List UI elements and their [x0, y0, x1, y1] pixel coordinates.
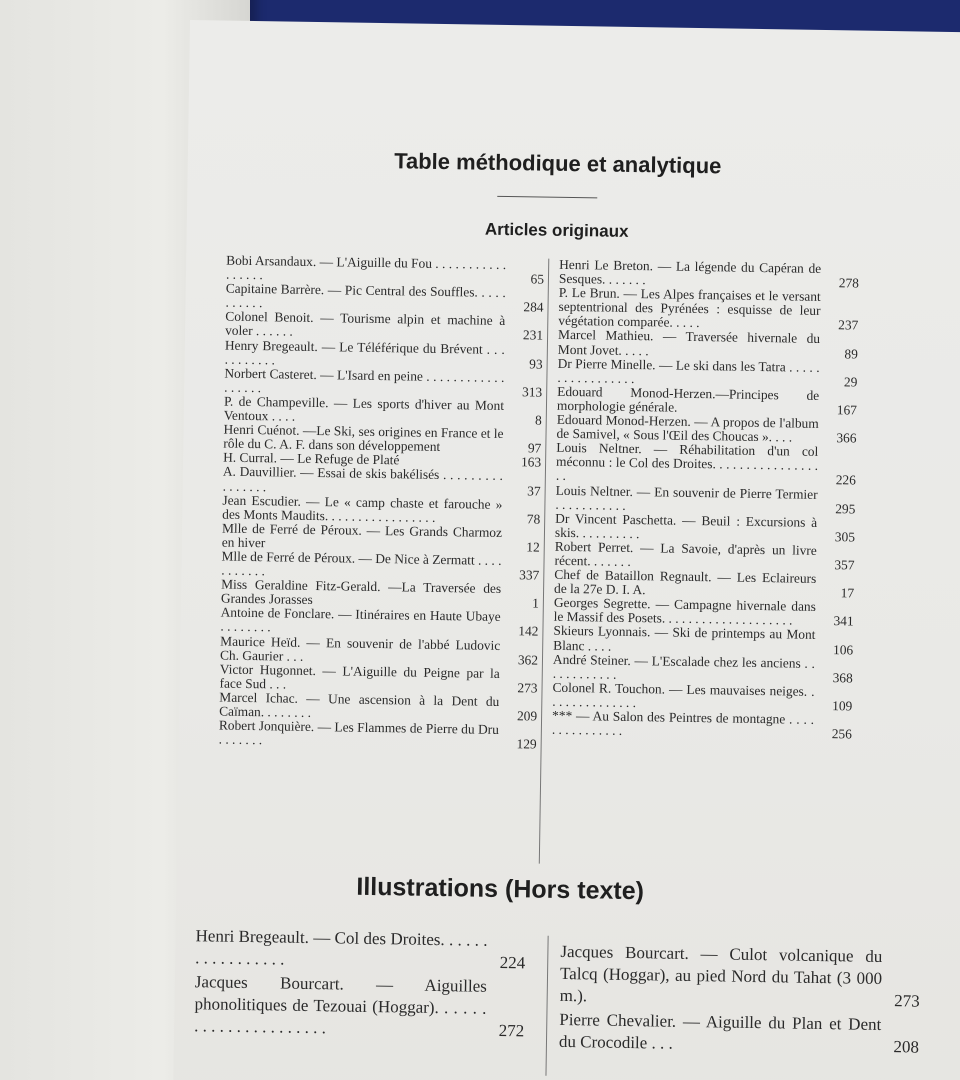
- entry-page-number: 226: [835, 472, 856, 488]
- entry-text: Jacques Bourcart. — Aiguilles phonolitiques de Tezouai (Hoggar). . . . . . . . . . . . . . . . . . . . . .: [194, 972, 488, 1038]
- toc-entry: [556, 441, 857, 488]
- entry-text: Colonel Benoit. — Tourisme alpin et machine à voler . . . . . .: [225, 308, 506, 340]
- entry-page-number: 341: [833, 613, 854, 629]
- entry-page-number: 256: [831, 726, 852, 742]
- toc-entry: [559, 1009, 920, 1059]
- entry-text: Maurice Heïd. — En souvenir de l'abbé Ludovic Ch. Gaurier . . .: [219, 633, 501, 664]
- entry-text: Chef de Bataillon Regnault. — Les Eclaireurs de la 27e D. I. A.: [553, 566, 817, 598]
- entry-page-number: 167: [836, 402, 858, 418]
- entry-page-number: 1: [532, 595, 539, 611]
- entry-text: Dr Pierre Minelle. — Le ski dans les Tatra . . . . . . . . . . . . . . . . .: [557, 355, 820, 386]
- entry-text: Marcel Ichac. — Une ascension à la Dent du Caïman. . . . . . . .: [219, 689, 500, 720]
- entry-page-number: 129: [516, 736, 537, 752]
- entry-text: A. Dauvillier. — Essai de skis bakélisés . . . . . . . . . . . . . . . .: [222, 463, 503, 494]
- illustrations-left-column: [194, 925, 526, 1044]
- illustrations-divider: [545, 936, 548, 1076]
- entry-page-number: 163: [520, 454, 542, 470]
- entry-page-number: 284: [523, 299, 544, 315]
- entry-text: Colonel R. Touchon. — Les mauvaises neiges. . . . . . . . . . . . . . .: [552, 679, 815, 710]
- entry-page-number: 231: [522, 327, 544, 344]
- toc-entry: [219, 719, 537, 752]
- entry-page-number: 366: [836, 430, 857, 446]
- illustrations-heading: Illustrations (Hors texte): [356, 872, 645, 906]
- entry-page-number: 78: [526, 511, 541, 527]
- entry-text: Henri Bregeault. — Col des Droites. . . . . . . . . . . . . . . . .: [195, 926, 488, 969]
- entry-page-number: 109: [832, 698, 853, 714]
- entry-text: *** — Au Salon des Peintres de montagne . . . . . . . . . . . . . . .: [551, 707, 815, 738]
- entry-page-number: 37: [527, 482, 541, 499]
- entry-page-number: 17: [840, 585, 855, 601]
- entry-text: Henry Bregeault. — Le Téléférique du Brévent . . . . . . . . . . .: [224, 337, 505, 368]
- entry-text: Henri Cuénot. —Le Ski, ses origines en France et le rôle du C. A. F. dans son développement: [223, 421, 504, 455]
- toc-entry: [195, 925, 526, 974]
- entry-page-number: 313: [521, 384, 543, 400]
- entry-page-number: 209: [516, 708, 538, 724]
- entry-page-number: 357: [834, 557, 855, 573]
- entry-text: Mlle de Ferré de Péroux. — De Nice à Zermatt . . . . . . . . . . .: [221, 548, 502, 579]
- entry-page-number: 93: [529, 356, 543, 372]
- entry-page-number: 65: [530, 271, 545, 287]
- book-page: [173, 20, 960, 1080]
- title-rule: [497, 196, 597, 199]
- entry-text: Georges Segrette. — Campagne hivernale dans le Massif des Posets. . . . . . . . . . . . . . . . . . . .: [553, 595, 816, 628]
- articles-right-column: [552, 258, 859, 742]
- entry-text: Louis Neltner. — En souvenir de Pierre Termier . . . . . . . . . . .: [555, 482, 818, 513]
- entry-page-number: 272: [498, 1020, 525, 1041]
- illustrations-right-column: [559, 941, 921, 1061]
- entry-page-number: 97: [527, 440, 542, 456]
- entry-text: H. Curral. — Le Refuge de Platé: [223, 449, 400, 468]
- entry-page-number: 12: [526, 539, 540, 555]
- entry-page-number: 237: [838, 317, 859, 333]
- entry-page-number: 8: [534, 412, 542, 428]
- entry-text: Norbert Casteret. — L'Isard en peine . . . . . . . . . . . . . . . . . .: [224, 365, 505, 396]
- toc-entry: [558, 286, 859, 333]
- entry-text: Dr Vincent Paschetta. — Beuil : Excursions à skis. . . . . . . . . .: [554, 510, 818, 541]
- articles-heading: Articles originaux: [484, 219, 629, 241]
- toc-entry: [194, 971, 525, 1042]
- entry-page-number: 142: [518, 623, 539, 639]
- entry-page-number: 368: [832, 669, 853, 686]
- toc-entry: [560, 941, 921, 1013]
- entry-text: Mlle de Ferré de Péroux. — Les Grands Charmoz en hiver: [221, 520, 503, 551]
- entry-text: Robert Jonquière. — Les Flammes de Pierre du Dru . . . . . . .: [218, 717, 500, 748]
- entry-page-number: 273: [517, 680, 538, 696]
- toc-entry: [552, 709, 852, 742]
- entry-page-number: 89: [844, 345, 858, 362]
- entry-text: Antoine de Fonclare. — Itinéraires en Haute Ubaye . . . . . . . .: [220, 604, 501, 635]
- entry-text: P. Le Brun. — Les Alpes françaises et le versant septentrional des Pyrénées : esquisse de leur végétation comparée. . . . .: [558, 285, 821, 331]
- entry-page-number: 362: [517, 651, 539, 668]
- page-title: Table méthodique et analytique: [394, 148, 722, 179]
- entry-page-number: 29: [843, 374, 858, 390]
- entry-text: P. de Champeville. — Les sports d'hiver au Mont Ventoux . . . .: [223, 393, 505, 424]
- entry-text: Capitaine Barrère. — Pic Central des Souffles. . . . . . . . . . .: [225, 280, 506, 311]
- articles-left-column: [219, 254, 545, 752]
- entry-page-number: 224: [499, 952, 526, 973]
- entry-text: Jean Escudier. — Le « camp chaste et farouche » des Monts Maudits. . . . . . . . . . . . . . . . .: [222, 492, 503, 525]
- entry-text: Skieurs Lyonnais. — Ski de printemps au Mont Blanc . . . .: [553, 623, 816, 654]
- entry-text: Louis Neltner. — Réhabilitation d'un col méconnu : le Col des Droites. . . . . . . . . . . . . . . . . .: [555, 440, 819, 484]
- entry-page-number: 337: [519, 567, 540, 583]
- entry-page-number: 106: [832, 641, 854, 658]
- entry-text: Victor Hugonnet. — L'Aiguille du Peigne par la face Sud . . .: [219, 661, 500, 692]
- entry-text: Edouard Monod-Herzen. — A propos de l'album de Samivel, « Sous l'Œil des Choucas ». . . .: [556, 411, 819, 445]
- entry-text: Jacques Bourcart. — Culot volcanique du Talcq (Hoggar), au pied Nord du Tahat (3 000 m.).: [559, 941, 883, 1006]
- entry-page-number: 208: [893, 1037, 920, 1057]
- entry-text: Henri Le Breton. — La légende du Capéran de Sesques. . . . . . .: [558, 256, 822, 288]
- entry-page-number: 305: [834, 528, 856, 545]
- entry-text: Edouard Monod-Herzen.—Principes de morphologie générale.: [556, 383, 820, 415]
- entry-text: Robert Perret. — La Savoie, d'après un livre récent. . . . . . .: [554, 538, 817, 569]
- entry-text: Bobi Arsandaux. — L'Aiguille du Fou . . . . . . . . . . . . . . . . .: [225, 252, 507, 283]
- entry-text: André Steiner. — L'Escalade chez les anciens . . . . . . . . . . . .: [552, 651, 816, 682]
- entry-text: Miss Geraldine Fitz-Gerald. —La Traversée des Grandes Jorasses: [220, 576, 502, 608]
- entry-page-number: 295: [835, 500, 856, 517]
- entry-page-number: 278: [838, 275, 860, 291]
- entry-text: Marcel Mathieu. — Traversée hivernale du Mont Jovet. . . . .: [557, 327, 821, 358]
- entry-page-number: 273: [894, 991, 920, 1011]
- entry-text: Pierre Chevalier. — Aiguille du Plan et Dent du Crocodile . . .: [558, 1009, 882, 1053]
